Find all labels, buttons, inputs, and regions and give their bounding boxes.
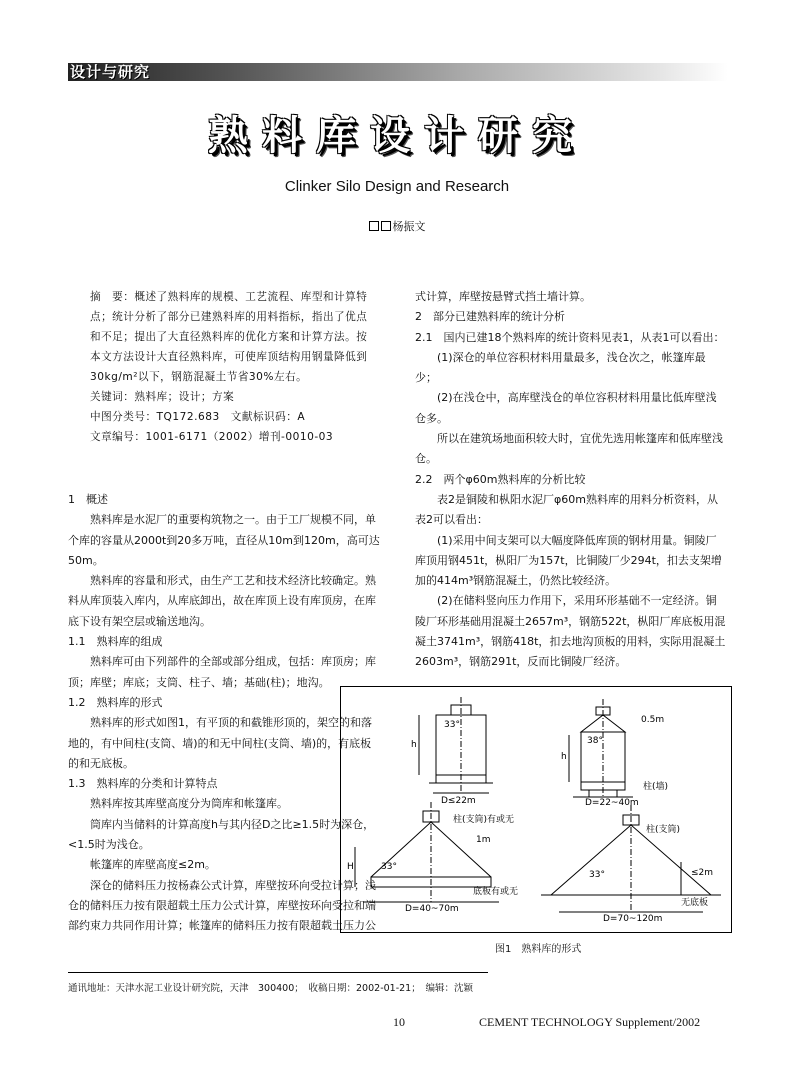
section-heading: 1.3 熟料库的分类和计算特点	[68, 777, 218, 791]
journal-name: CEMENT TECHNOLOGY Supplement/2002	[479, 1015, 701, 1029]
section-heading: 1.1 熟料库的组成	[68, 635, 163, 649]
fig-h1: 1m	[476, 835, 491, 845]
keywords: 关键词：熟料库；设计；方案	[90, 391, 235, 403]
fig-d2: D=22~40m	[585, 798, 639, 808]
body-paragraph: (2)在浅仓中，高库壁浅仓的单位容积材料用量比低库壁浅仓多。	[415, 391, 717, 425]
fig-base-opt: 底板有或无	[473, 887, 519, 897]
body-paragraph: (1)采用中间支架可以大幅度降低库顶的钢材用量。铜陵厂库顶用钢451t，枞阳厂为157t，比铜陵厂少294t，扣去支架增加的414m³钢筋混凝土，仍然比较经济。	[415, 533, 722, 588]
fig-col-tube: 柱(支筒)	[646, 825, 681, 835]
fig-angle-1: 33°	[444, 720, 460, 730]
section-heading: 1.2 熟料库的形式	[68, 695, 163, 709]
fig-angle-4: 33°	[589, 870, 605, 880]
fig-col-wall: 柱(墙)	[643, 782, 669, 792]
fig-h-2: h	[561, 752, 567, 762]
fig-h05: 0.5m	[641, 715, 665, 725]
body-paragraph: 熟料库的形式如图1，有平顶的和截锥形顶的，架空的和落地的，有中间柱(支筒、墙)的和无中间柱(支筒、墙)的，有底板的和无底板。	[68, 716, 372, 770]
author-line	[0, 218, 794, 234]
fig-d1: D≤22m	[441, 796, 476, 806]
body-paragraph: 筒库内当储料的计算高度h与其内径D之比≥1.5时为深仓，<1.5时为浅仓。	[68, 817, 375, 852]
article-number: 文章编号：1001-6171（2002）增刊-0010-03	[90, 431, 334, 443]
section-heading: 2 部分已建熟料库的统计分析	[415, 310, 565, 324]
fig-d3: D=40~70m	[405, 904, 459, 914]
author-name: 杨振文	[392, 220, 426, 233]
fig-h2: ≤2m	[691, 868, 714, 878]
section-heading: 2.1 国内已建18个熟料库的统计资料见表1，从表1可以看出：	[415, 330, 725, 344]
body-paragraph: 式计算，库壁按悬臂式挡土墙计算。	[415, 290, 591, 303]
silo-types-diagram	[341, 687, 731, 932]
fig-no-base: 无底板	[681, 898, 709, 908]
left-column	[68, 490, 380, 937]
figure-1	[340, 686, 732, 933]
body-paragraph: 表2是铜陵和枞阳水泥厂φ60m熟料库的用料分析资料，从表2可以看出：	[415, 492, 718, 527]
section-header-bar	[68, 63, 728, 81]
figure-caption: 图1 熟料库的形式	[495, 944, 582, 955]
clc-number: 中图分类号：TQ172.683 文献标识码：A	[90, 411, 306, 423]
fig-h-1: h	[411, 740, 417, 750]
page-number: 10	[393, 1015, 405, 1029]
article-title: 熟料库设计研究	[208, 113, 586, 159]
abstract-block	[90, 287, 370, 447]
section-label: 设计与研究	[70, 63, 151, 81]
body-paragraph: 深仓的储料压力按杨森公式计算，库壁按环向受拉计算；浅仓的储料压力按有限超载土压力公式计算，库壁按环向受拉和端部约束力共同作用计算；帐篷库的储料压力按有限超载土压力公	[68, 878, 376, 933]
section-heading: 2.2 两个φ60m熟料库的分析比较	[415, 472, 586, 486]
right-column	[415, 287, 727, 673]
fig-angle-2: 38°	[587, 736, 603, 746]
fig-angle-3: 33°	[381, 862, 397, 872]
footnote-rule	[68, 972, 488, 973]
body-paragraph: 所以在建筑场地面积较大时，宜优先选用帐篷库和低库壁浅仓。	[415, 432, 723, 466]
square-mark-icon	[381, 221, 391, 231]
body-paragraph: 熟料库的容量和形式，由生产工艺和技术经济比较确定。熟料从库顶装入库内，从库底卸出，故在库顶上设有库顶房，在库底下设有架空层或输送地沟。	[68, 574, 376, 628]
body-paragraph: 帐篷库的库壁高度≤2m。	[90, 858, 216, 872]
body-paragraph: 熟料库是水泥厂的重要构筑物之一。由于工厂规模不同，单个库的容量从2000t到20多万吨，直径从10m到120m，高可达50m。	[68, 513, 380, 567]
fig-d4: D=70~120m	[603, 914, 663, 924]
body-paragraph: 熟料库按其库壁高度分为筒库和帐篷库。	[90, 797, 288, 811]
footnote: 通讯地址：天津水泥工业设计研究院，天津 300400； 收稿日期：2002-01-21； 编辑：沈颖	[68, 983, 473, 994]
abstract-summary: 摘 要：概述了熟料库的规模、工艺流程、库型和计算特点；统计分析了部分已建熟料库的用料指标，指出了优点和不足；提出了大直径熟料库的优化方案和计算方法。按本文方法设计大直径熟料库，可使库顶结构用钢量降低到30kg/m²以下，钢筋混凝土节省30%左右。	[90, 291, 368, 383]
fig-col-opt: 柱(支筒)有或无	[453, 815, 515, 825]
fig-H: H	[347, 862, 354, 872]
body-paragraph: 熟料库可由下列部件的全部或部分组成，包括：库顶房；库顶；库壁；库底；支筒、柱子、墙；基础(柱)；地沟。	[68, 655, 376, 689]
article-subtitle: Clinker Silo Design and Research	[284, 178, 510, 195]
body-paragraph: (2)在储料竖向压力作用下，采用环形基础不一定经济。铜陵厂环形基础用混凝土2657m³，钢筋522t，枞阳厂库底板用混凝土3741m³，钢筋418t，扣去地沟顶板的用料，实际用混凝土2603m³，钢筋291t，反而比铜陵厂经济。	[415, 594, 726, 669]
square-mark-icon	[369, 221, 379, 231]
section-heading: 1 概述	[68, 493, 108, 506]
body-paragraph: (1)深仓的单位容积材料用量最多，浅仓次之，帐篷库最少；	[415, 350, 706, 385]
